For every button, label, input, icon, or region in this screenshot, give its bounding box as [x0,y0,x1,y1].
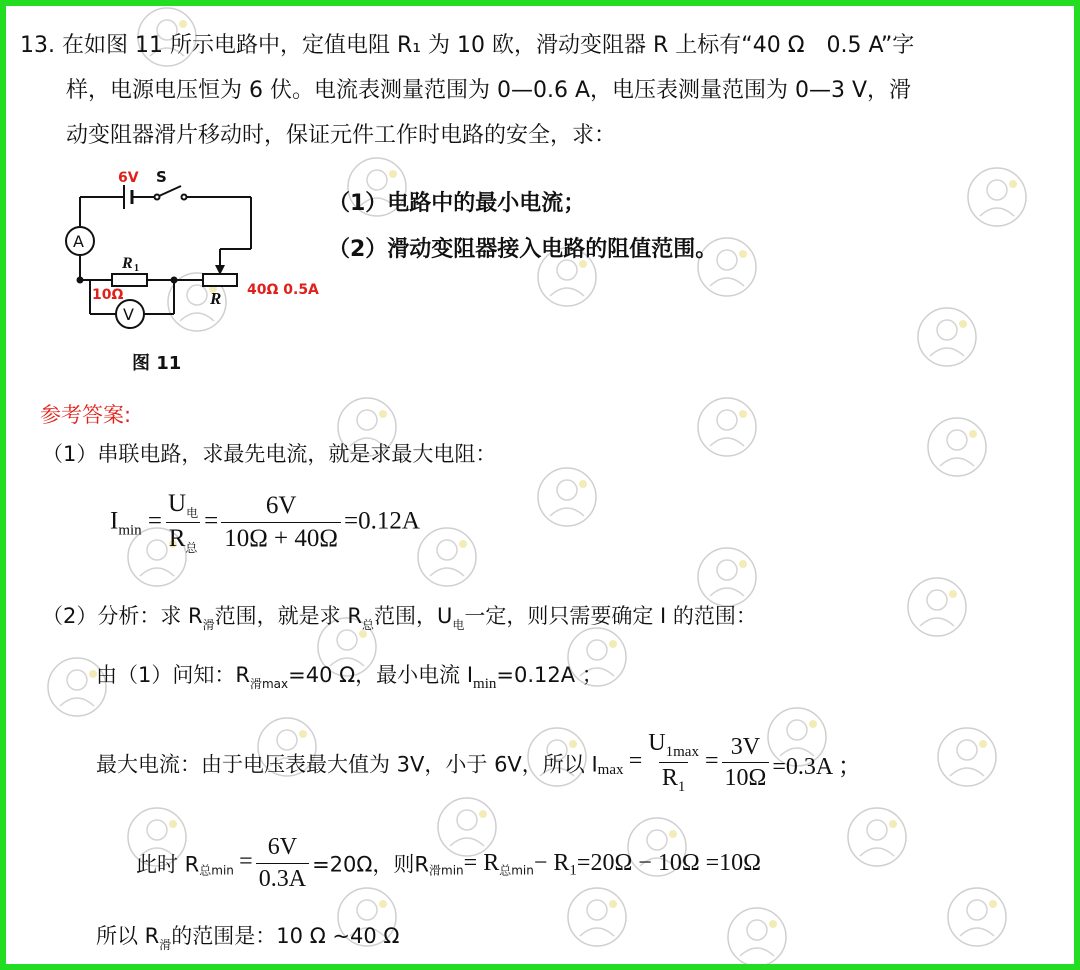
watermark-badge [936,726,998,788]
resistor-r1 [112,274,147,286]
watermark-badge [906,576,968,638]
watermark-badge [926,416,988,478]
watermark-badge [566,886,628,948]
answer-min-rheostat: 此时 $R_{总min}$ = $\frac{6V}{0.3A}$ =20Ω，则$R_{滑min}= R_{总min}- R_1=20\Omega - 10\Omega =10\Omega$ [136,834,762,892]
r1-value: 10Ω [92,287,124,303]
voltmeter-label: V [123,305,134,324]
answer-known-values: 由（1）问知：$R_{滑max}=40$ Ω，最小电流 $I_{min}=0.12A$ ； [96,663,603,692]
watermark-badge [946,886,1008,948]
problem-line-3: 动变阻器滑片移动时，保证元件工作时电路的安全，求： [66,123,617,148]
r1-subscript: 1 [134,263,139,274]
switch-blade [159,186,181,196]
watermark-badge [696,396,758,458]
r-value: 40Ω 0.5A [247,282,319,298]
answer-heading: 参考答案: [40,403,132,427]
problem-line-2: 样，电源电压恒为 6 伏。电流表测量范围为 0—0.6 A，电压表测量范围为 0—3 V，滑 [66,78,912,103]
battery-label: 6V [118,170,139,186]
problem-line-1: 13. 在如图 11 所示电路中，定值电阻 R₁ 为 10 欧，滑动变阻器 R 上标有“40 Ω 0.5 A”字 [20,33,915,58]
watermark-badge [416,526,478,588]
watermark-badge [966,166,1028,228]
circuit-diagram [46,161,336,336]
figure-caption: 图 11 [132,353,182,374]
answer-part1-intro: （1）串联电路，求最先电流，就是求最大电阻： [42,442,497,466]
question-2: （2）滑动变阻器接入电路的阻值范围。 [328,237,718,262]
watermark-badge [696,546,758,608]
watermark-badge [726,906,788,968]
equation-min-current: $I_{min}$ = $\frac{U_电}{R_总}$ = $\frac{6V}{10\Omega + 40\Omega}$ =0.12A [110,490,420,555]
answer-conclusion: 所以 $R_滑$的范围是：10 Ω ~40 Ω [96,924,400,952]
r-label: R [210,289,222,308]
answer-part2-analysis: （2）分析：求 $R_滑$范围，就是求 $R_总$范围，$U_电$一定，则只需要确定 I 的范围： [42,604,757,632]
watermark-badge [916,306,978,368]
watermark-badge [536,466,598,528]
switch-label: S [156,168,167,186]
r1-label: R [122,255,133,272]
answer-max-current: 最大电流：由于电压表最大值为 3V，小于 6V，所以 $I_{max}$ = $\frac{U_{1max}}{R_1}$ = $\frac{3V}{10\Omega}$ =0.3A ； [96,730,862,796]
ammeter-label: A [73,232,84,251]
watermark-badge [846,806,908,868]
question-1: （1）电路中的最小电流； [328,191,586,216]
rheostat-r [203,274,237,286]
